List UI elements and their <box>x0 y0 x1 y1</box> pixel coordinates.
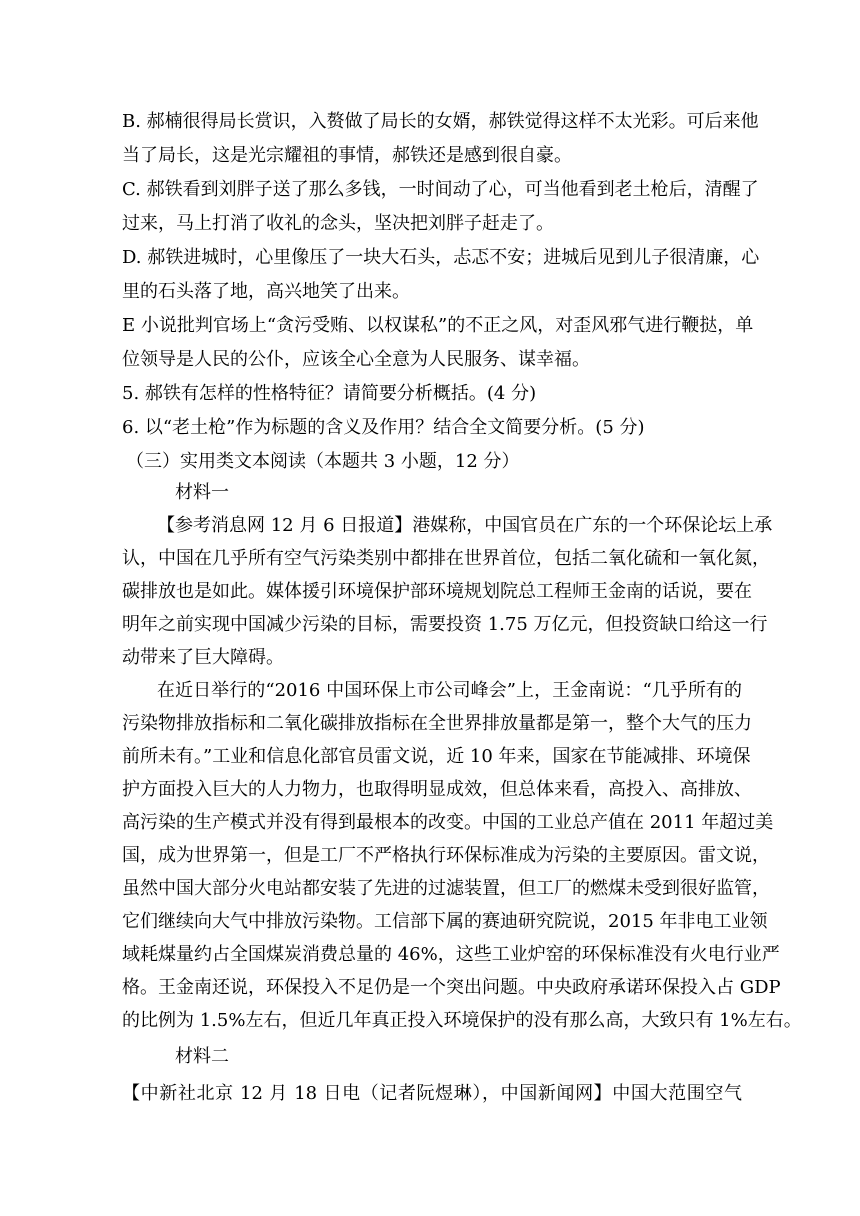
section-title: （三）实用类文本阅读（本题共 3 小题，12 分） <box>126 451 520 472</box>
option-d-line-1: D. 郝铁进城时，心里像压了一块大石头，忐忑不安；进城后见到儿子很清廉，心 <box>122 247 760 268</box>
material-1-p1-line-1: 【参考消息网 12 月 6 日报道】港媒称，中国官员在广东的一个环保论坛上承 <box>157 515 773 536</box>
material-1-p2-line-11: 的比例为 1.5%左右，但近几年真正投入环境保护的没有那么高，大致只有 1%左右。 <box>122 1010 802 1031</box>
material-1-p2-line-5: 高污染的生产模式并没有得到最根本的改变。中国的工业总产值在 2011 年超过美 <box>122 812 774 833</box>
material-1-p1-line-3: 碳排放也是如此。媒体援引环境保护部环境规划院总工程师王金南的话说，要在 <box>122 581 752 602</box>
material-2-p1-line-1: 【中新社北京 12 月 18 日电（记者阮煜琳），中国新闻网】中国大范围空气 <box>122 1083 742 1104</box>
material-1-p2-line-8: 它们继续向大气中排放污染物。工信部下属的赛迪研究院说，2015 年非电工业领 <box>122 911 768 932</box>
material-1-p2-line-7: 虽然中国大部分火电站都安装了先进的过滤装置，但工厂的燃煤未受到很好监管， <box>122 878 770 899</box>
option-b-line-1: B. 郝楠很得局长赏识，入赘做了局长的女婿，郝铁觉得这样不太光彩。可后来他 <box>122 111 759 132</box>
material-1-p2-line-10: 格。王金南还说，环保投入不足仍是一个突出问题。中央政府承诺环保投入占 GDP <box>122 977 781 998</box>
option-c-line-1: C. 郝铁看到刘胖子送了那么多钱，一时间动了心，可当他看到老土枪后，清醒了 <box>122 179 759 200</box>
question-6: 6. 以“老土枪”作为标题的含义及作用？结合全文简要分析。(5 分) <box>122 417 645 438</box>
question-5: 5. 郝铁有怎样的性格特征？请简要分析概括。(4 分) <box>122 383 537 404</box>
material-1-p1-line-5: 动带来了巨大障碍。 <box>122 647 284 668</box>
option-c-line-2: 过来，马上打消了收礼的念头，坚决把刘胖子赶走了。 <box>122 213 554 234</box>
option-b-line-2: 当了局长，这是光宗耀祖的事情，郝铁还是感到很自豪。 <box>122 145 572 166</box>
material-1-p1-line-4: 明年之前实现中国减少污染的目标，需要投资 1.75 万亿元，但投资缺口给这一行 <box>122 614 768 635</box>
material-1-p2-line-6: 国，成为世界第一，但是工厂不严格执行环保标准成为污染的主要原因。雷文说， <box>122 845 770 866</box>
option-e-line-1: E 小说批判官场上“贪污受贿、以权谋私”的不正之风，对歪风邪气进行鞭挞，单 <box>122 315 754 336</box>
material-1-p2-line-9: 域耗煤量约占全国煤炭消费总量的 46%，这些工业炉窑的环保标准没有火电行业严 <box>122 944 780 965</box>
material-1-label: 材料一 <box>175 482 229 503</box>
option-e-line-2: 位领导是人民的公仆，应该全心全意为人民服务、谋幸福。 <box>122 349 590 370</box>
material-1-p1-line-2: 认，中国在几乎所有空气污染类别中都排在世界首位，包括二氧化硫和一氧化氮， <box>122 548 770 569</box>
material-1-p2-line-3: 前所未有。”工业和信息化部官员雷文说，近 10 年来，国家在节能减排、环境保 <box>122 746 751 767</box>
material-1-p2-line-1: 在近日举行的“2016 中国环保上市公司峰会”上，王金南说：“几乎所有的 <box>157 680 742 701</box>
material-1-p2-line-2: 污染物排放指标和二氧化碳排放指标在全世界排放量都是第一，整个大气的压力 <box>122 713 752 734</box>
material-1-p2-line-4: 护方面投入巨大的人力物力，也取得明显成效，但总体来看，高投入、高排放、 <box>122 779 752 800</box>
material-2-label: 材料二 <box>175 1046 229 1067</box>
option-d-line-2: 里的石头落了地，高兴地笑了出来。 <box>122 281 410 302</box>
